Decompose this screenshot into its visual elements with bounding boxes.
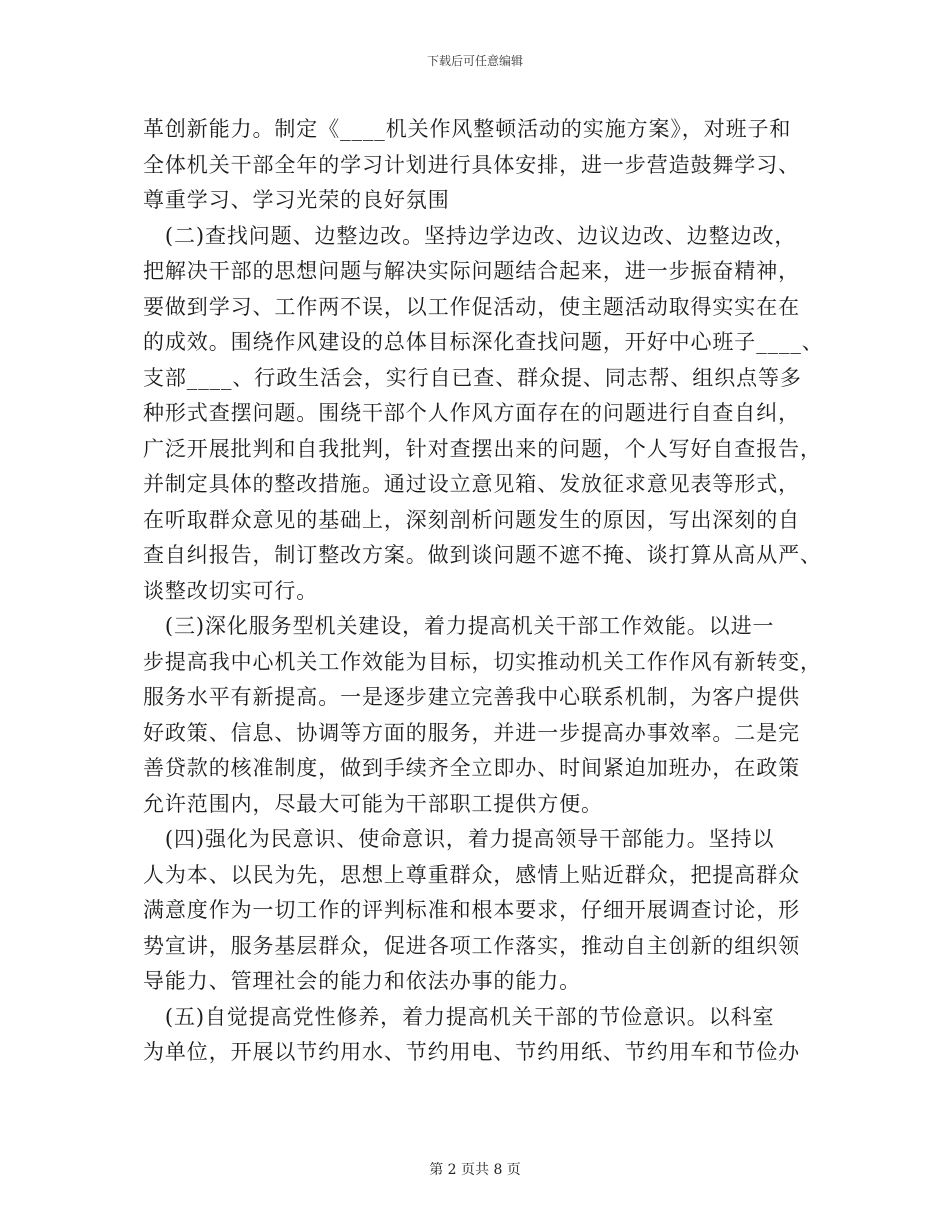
text-line: 谈整改切实可行。 (143, 578, 319, 603)
text-line: 尊重学习、学习光荣的良好氛围 (143, 188, 450, 212)
text-line: (四)强化为民意识、使命意识，着力提高领导干部能力。坚持以 (143, 827, 775, 851)
text-line: 服务水平有新提高。一是逐步建立完善我中心联系机制，为客户提供 (143, 685, 800, 709)
text-line: 革创新能力。制定《____机关作风整顿活动的实施方案》，对班子和 (143, 117, 792, 141)
text-line: 为单位，开展以节约用水、节约用电、节约用纸、节约用车和节俭办 (143, 1040, 800, 1064)
text-line: 查自纠报告，制订整改方案。做到谈问题不遮不掩、谈打算从高从严、 (143, 543, 822, 567)
text-line: 全体机关干部全年的学习计划进行具体安排，进一步营造鼓舞学习、 (143, 152, 800, 177)
text-line: 支部____、行政生活会，实行自已查、群众提、同志帮、组织点等多 (143, 365, 802, 390)
text-line: 势宣讲，服务基层群众，促进各项工作落实，推动自主创新的组织领 (143, 933, 800, 958)
text-line: 步提高我中心机关工作效能为目标，切实推动机关工作作风有新转变， (143, 649, 822, 674)
text-line: (五)自觉提高党性修养，着力提高机关干部的节俭意识。以科室 (143, 1004, 775, 1029)
text-line: (二)查找问题、边整边改。坚持边学边改、边议边改、边整边改， (143, 223, 797, 248)
page-header: 下载后可任意编辑 (426, 54, 523, 68)
text-line: 满意度作为一切工作的评判标准和根本要求，仔细开展调查讨论，形 (143, 898, 800, 922)
page-footer: 第 2 页共 8 页 (429, 1162, 521, 1178)
text-line: 好政策、信息、协调等方面的服务，并进一步提高办事效率。二是完 (143, 720, 800, 745)
text-line: 要做到学习、工作两不误，以工作促活动，使主题活动取得实实在在 (143, 294, 800, 319)
text-line: 人为本、以民为先，思想上尊重群众，感情上贴近群众，把提高群众 (143, 862, 800, 887)
document-body (143, 112, 823, 1071)
text-line: 广泛开展批判和自我批判，针对查摆出来的问题，个人写好自查报告， (143, 436, 822, 461)
text-line: (三)深化服务型机关建设，着力提高机关干部工作效能。以进一 (143, 614, 775, 638)
text-line: 种形式查摆问题。围绕干部个人作风方面存在的问题进行自查自纠， (143, 401, 800, 425)
text-line: 在听取群众意见的基础上，深刻剖析问题发生的原因，写出深刻的自 (143, 507, 800, 532)
text-line: 导能力、管理社会的能力和依法办事的能力。 (143, 969, 581, 993)
text-line: 允许范围内，尽最大可能为干部职工提供方便。 (143, 791, 603, 816)
text-line: 善贷款的核准制度，做到手续齐全立即办、时间紧迫加班办，在政策 (143, 756, 800, 780)
text-line: 并制定具体的整改措施。通过设立意见箱、发放征求意见表等形式， (143, 472, 800, 496)
text-line: 的成效。围绕作风建设的总体目标深化查找问题，开好中心班子____、 (143, 330, 824, 354)
text-line: 把解决干部的思想问题与解决实际问题结合起来，进一步振奋精神， (143, 259, 800, 283)
